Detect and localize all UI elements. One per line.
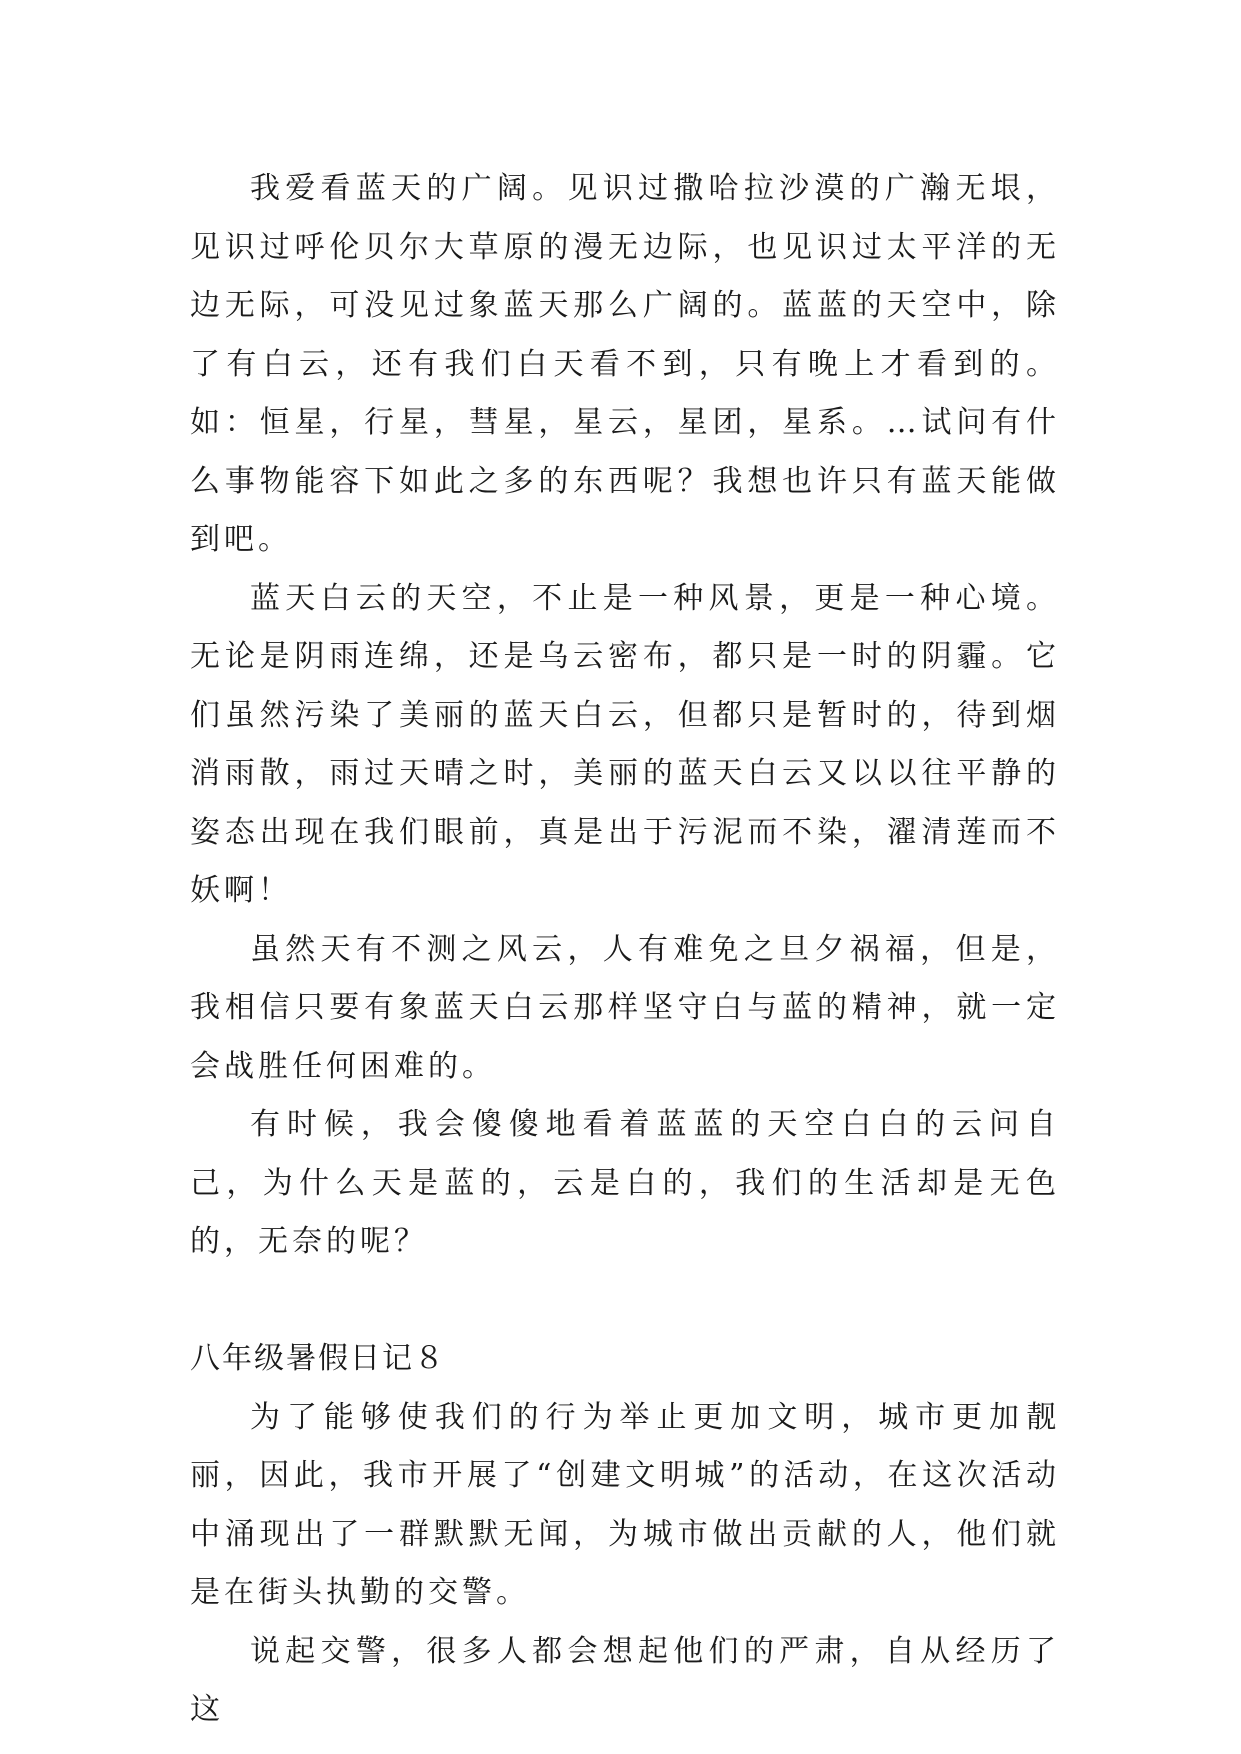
document-page xyxy=(190,160,1060,1740)
paragraph-ask-myself: 有时候，我会傻傻地看着蓝蓝的天空白白的云问自己，为什么天是蓝的，云是白的，我们的生活却是无色的，无奈的呢？ xyxy=(190,1107,1060,1259)
section-spacer xyxy=(190,1272,1060,1331)
paragraph-civilized-city: 为了能够使我们的行为举止更加文明，城市更加靓丽，因此，我市开展了“创建文明城”的活动，在这次活动中涌现出了一群默默无闻，为城市做出贡献的人，他们就是在街头执勤的交警。 xyxy=(190,1399,1060,1610)
paragraph-overcome-difficulties: 虽然天有不测之风云，人有难免之旦夕祸福，但是，我相信只要有象蓝天白云那样坚守白与蓝的精神，就一定会战胜任何困难的。 xyxy=(190,931,1060,1084)
paragraph-blue-sky-vastness: 我爱看蓝天的广阔。见识过撒哈拉沙漠的广瀚无垠，见识过呼伦贝尔大草原的漫无边际，也见识过太平洋的无边无际，可没见过象蓝天那么广阔的。蓝蓝的天空中，除了有白云，还有我们白天看不到，只有晚上才看到的。如：恒星，行星，彗星，星云，星团，星系。…试问有什么事物能容下如此之多的东西呢？我想也许只有蓝天能做到吧。 xyxy=(190,171,1060,557)
paragraph-traffic-police: 说起交警，很多人都会想起他们的严肃，自从经历了这 xyxy=(190,1633,1060,1727)
section-heading: 八年级暑假日记８ xyxy=(190,1341,446,1376)
paragraph-blue-sky-state-of-mind: 蓝天白云的天空，不止是一种风景，更是一种心境。无论是阴雨连绵，还是乌云密布，都只是一时的阴霾。它们虽然污染了美丽的蓝天白云，但都只是暂时的，待到烟消雨散，雨过天晴之时，美丽的蓝天白云又以以往平静的姿态出现在我们眼前，真是出于污泥而不染，濯清莲而不妖啊！ xyxy=(190,580,1060,908)
